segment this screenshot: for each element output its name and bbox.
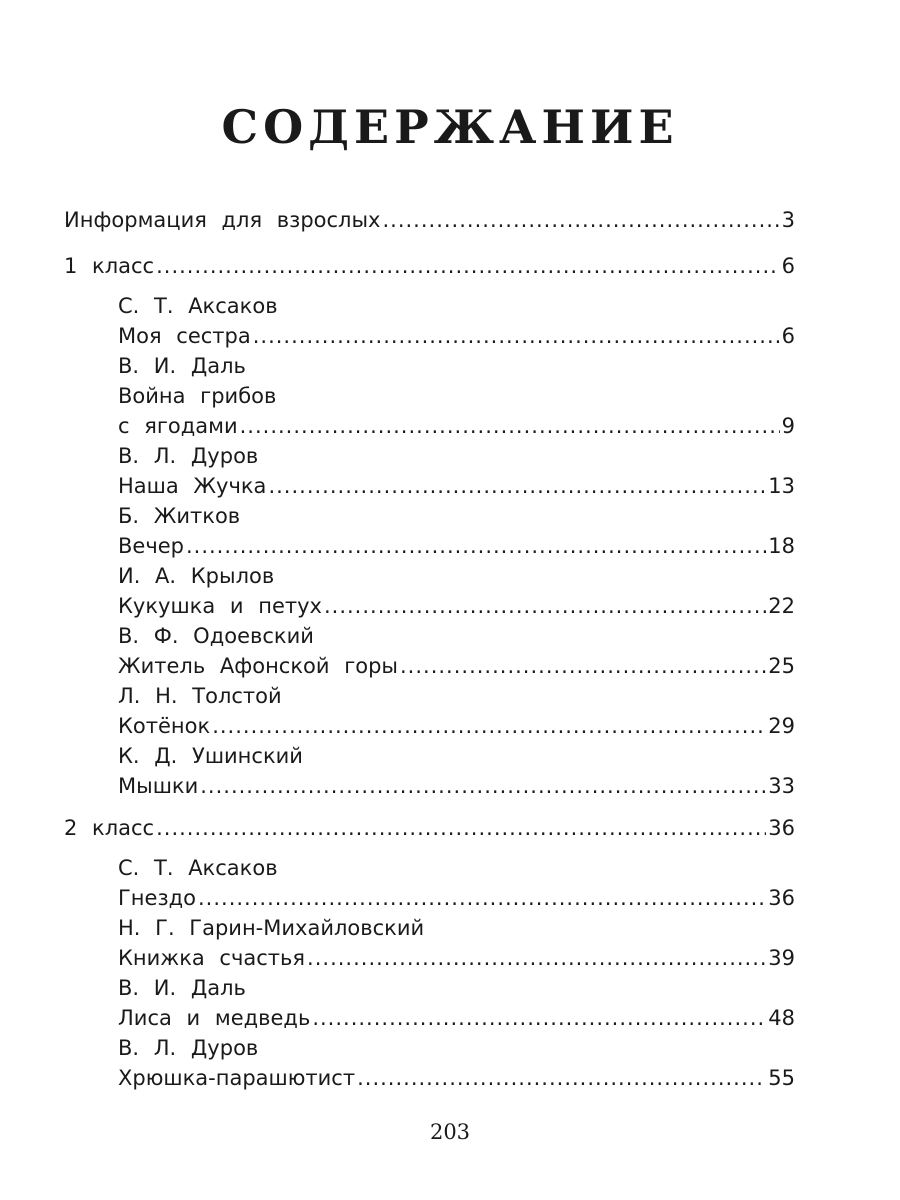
toc-entry-page: 39 — [768, 946, 795, 970]
toc-author — [118, 621, 795, 651]
dot-leader — [186, 531, 766, 561]
toc-entry-title: Информация для взрослых — [64, 208, 381, 232]
author-name: К. Д. Ушинский — [118, 744, 303, 768]
author-name: Л. Н. Толстой — [118, 684, 282, 708]
toc-author — [118, 741, 795, 771]
toc-author — [118, 973, 795, 1003]
toc-entry-page: 3 — [781, 208, 795, 232]
toc-author — [118, 351, 795, 381]
dot-leader — [382, 205, 779, 235]
toc-entry — [64, 205, 795, 235]
toc-entry-page: 36 — [768, 816, 795, 840]
author-name: В. Л. Дуров — [118, 1036, 259, 1060]
author-name: Н. Г. Гарин-Михайловский — [118, 916, 425, 940]
toc-entry-page: 6 — [781, 324, 795, 348]
toc-entry-title: Котёнок — [118, 714, 211, 738]
author-name: В. Л. Дуров — [118, 444, 259, 468]
toc-entry-line — [118, 381, 795, 411]
toc-author — [118, 913, 795, 943]
toc-entry-page: 22 — [768, 594, 795, 618]
toc-author — [118, 561, 795, 591]
toc-entry-page: 55 — [768, 1066, 795, 1090]
dot-leader — [324, 591, 766, 621]
author-name: С. Т. Аксаков — [118, 856, 278, 880]
toc-entry-title: Кукушка и петух — [118, 594, 322, 618]
toc-entry-title: Житель Афонской горы — [118, 654, 398, 678]
dot-leader — [212, 711, 766, 741]
toc-entry-title: Мышки — [118, 774, 199, 798]
author-name: И. А. Крылов — [118, 564, 275, 588]
toc-entry-page: 29 — [768, 714, 795, 738]
toc-entry-title: Война грибов — [118, 384, 277, 408]
dot-leader — [156, 813, 766, 843]
toc-entry — [118, 531, 795, 561]
toc-entry-title: Моя сестра — [118, 324, 251, 348]
toc-entry — [118, 711, 795, 741]
toc-entry — [118, 591, 795, 621]
toc-entry-page: 25 — [768, 654, 795, 678]
toc-entry — [118, 1003, 795, 1033]
page-number: 203 — [429, 1120, 471, 1144]
dot-leader — [253, 321, 780, 351]
toc-author — [118, 1033, 795, 1063]
author-name: В. И. Даль — [118, 976, 246, 1000]
toc-entry-title: Наша Жучка — [118, 474, 267, 498]
toc-author — [118, 853, 795, 883]
dot-leader — [357, 1063, 766, 1093]
toc-entry-page: 36 — [768, 886, 795, 910]
toc-entry-title: Хрюшка-парашютист — [118, 1066, 356, 1090]
toc-entry-page: 33 — [768, 774, 795, 798]
toc-entry-page: 48 — [768, 1006, 795, 1030]
toc-entry — [118, 321, 795, 351]
toc-entry — [118, 943, 795, 973]
toc-entry — [118, 471, 795, 501]
toc-entry — [118, 651, 795, 681]
toc-author — [118, 291, 795, 321]
toc-entry-title: Лиса и медведь — [118, 1006, 311, 1030]
toc-section-title: 2 класс — [64, 816, 155, 840]
dot-leader — [156, 251, 780, 281]
toc-entry-title: с ягодами — [118, 414, 238, 438]
toc-entry-page: 13 — [768, 474, 795, 498]
page-title: СОДЕРЖАНИЕ — [221, 100, 679, 154]
toc-entry-page: 9 — [781, 414, 795, 438]
author-name: С. Т. Аксаков — [118, 294, 278, 318]
toc-author — [118, 681, 795, 711]
dot-leader — [312, 1003, 766, 1033]
toc-section-title: 1 класс — [64, 254, 155, 278]
dot-leader — [400, 651, 766, 681]
author-name: В. Ф. Одоевский — [118, 624, 314, 648]
toc-entry — [118, 1063, 795, 1093]
dot-leader — [307, 943, 766, 973]
toc-author — [118, 501, 795, 531]
toc-entry — [118, 771, 795, 801]
toc-section — [64, 251, 795, 281]
toc-entry — [118, 411, 795, 441]
toc-entry — [118, 883, 795, 913]
toc-entry-title: Вечер — [118, 534, 184, 558]
toc-entry-page: 6 — [781, 254, 795, 278]
toc-entry-page: 18 — [768, 534, 795, 558]
toc-author — [118, 441, 795, 471]
dot-leader — [268, 471, 766, 501]
author-name: В. И. Даль — [118, 354, 246, 378]
toc-entry-title: Книжка счастья — [118, 946, 306, 970]
dot-leader — [198, 883, 766, 913]
author-name: Б. Житков — [118, 504, 241, 528]
toc-section — [64, 813, 795, 843]
dot-leader — [200, 771, 766, 801]
toc-entry-title: Гнездо — [118, 886, 196, 910]
dot-leader — [240, 411, 780, 441]
